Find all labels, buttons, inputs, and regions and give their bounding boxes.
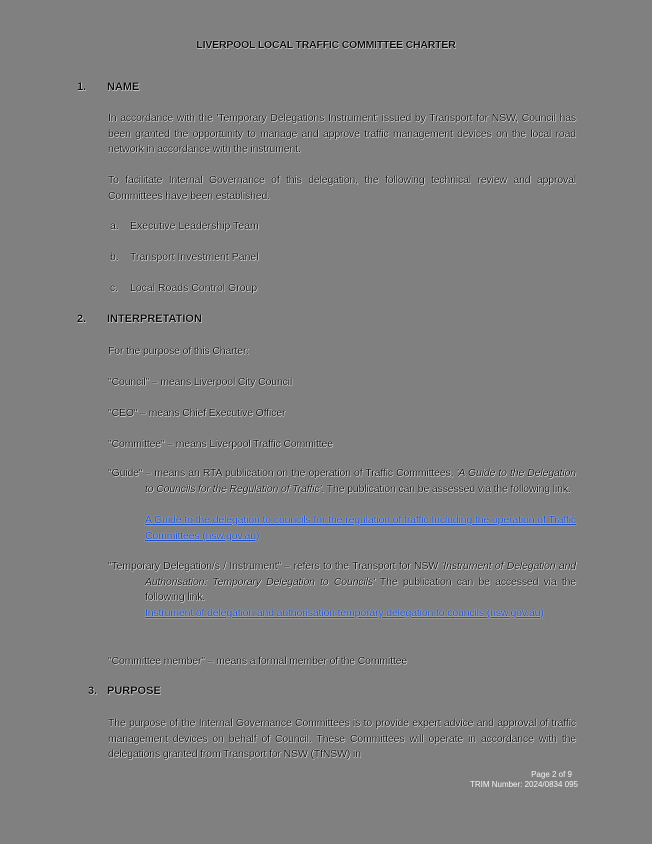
- definition-committee-member: "Committee member" – means a formal member of the Committee: [108, 655, 408, 667]
- page-number: Page 2 of 9: [531, 770, 572, 779]
- definition-council: "Council" – means Liverpool City Council: [108, 376, 293, 388]
- paragraph-instrument: In accordance with the 'Temporary Delegations Instrument' issued by Transport for NSW, Council has been granted the opportunity to manage and approve traffic management devices on the local road network in accordance with the instrument.: [108, 112, 576, 155]
- instrument-link[interactable]: Instrument of delegation and authorisation temporary delegation to councils (nsw.gov.au): [145, 607, 544, 619]
- guide-link[interactable]: A Guide to the delegation to councils for the regulation of traffic Including the operation of Traffic Committees (nsw.gov.au): [145, 514, 576, 542]
- definition-rest: . The publication can be assessed via the following link.: [321, 482, 571, 495]
- list-marker: b.: [110, 251, 119, 263]
- interpretation-intro: For the purpose of this Charter:: [108, 345, 250, 357]
- paragraph-purpose: The purpose of the Internal Governance Committees is to provide expert advice and approval of traffic management devices on behalf of Council. These Committees will operate in accordance with the delegations granted from Transport for NSW (TfNSW) in: [108, 717, 576, 760]
- trim-number: TRIM Number: 2024/0834 095: [469, 780, 578, 789]
- page-title: LIVERPOOL LOCAL TRAFFIC COMMITTEE CHARTER: [196, 39, 456, 51]
- list-marker: c.: [110, 282, 119, 294]
- section-title: PURPOSE: [107, 685, 161, 697]
- instrument-title-italic: 'Instrument of Delegation and Authorisation: Temporary Delegation to Councils': [145, 560, 576, 588]
- definition-committee: "Committee" – means Liverpool Traffic Committee: [108, 438, 333, 450]
- list-item-executive-leadership-team: [110, 220, 259, 232]
- section-number: 1.: [77, 81, 87, 93]
- section-number: 3.: [88, 685, 98, 697]
- list-item-local-roads-control-group: [110, 282, 257, 294]
- definition-temporary-delegation: [108, 559, 576, 606]
- list-label: Executive Leadership Team: [130, 220, 259, 232]
- section-number: 2.: [77, 313, 87, 325]
- section-heading-interpretation: [77, 313, 202, 325]
- list-label: Transport Investment Panel: [130, 251, 259, 263]
- definition-ceo: "CEO" – means Chief Executive Officer: [108, 407, 286, 419]
- section-heading-purpose: [88, 685, 161, 697]
- guide-title-italic: 'A Guide to the Delegation to Councils for the Regulation of Traffic': [145, 467, 576, 495]
- section-title: INTERPRETATION: [107, 313, 202, 325]
- definition-guide: [108, 466, 576, 495]
- section-title: NAME: [107, 81, 140, 93]
- section-heading-name: [77, 81, 139, 93]
- list-marker: a.: [110, 220, 119, 232]
- definition-rest: The publication can be accessed via the following link.: [145, 575, 576, 603]
- list-item-transport-investment-panel: [110, 251, 259, 263]
- paragraph-governance: To facilitate Internal Governance of this delegation, the following technical review and approval Committees have been established.: [108, 174, 576, 202]
- definition-term: "Guide" – means an RTA publication on the operation of Traffic Committees,: [108, 467, 454, 479]
- list-label: Local Roads Control Group: [130, 282, 258, 294]
- definition-term: "Temporary Delegation/s / Instrument" – refers to the Transport for NSW: [108, 560, 439, 572]
